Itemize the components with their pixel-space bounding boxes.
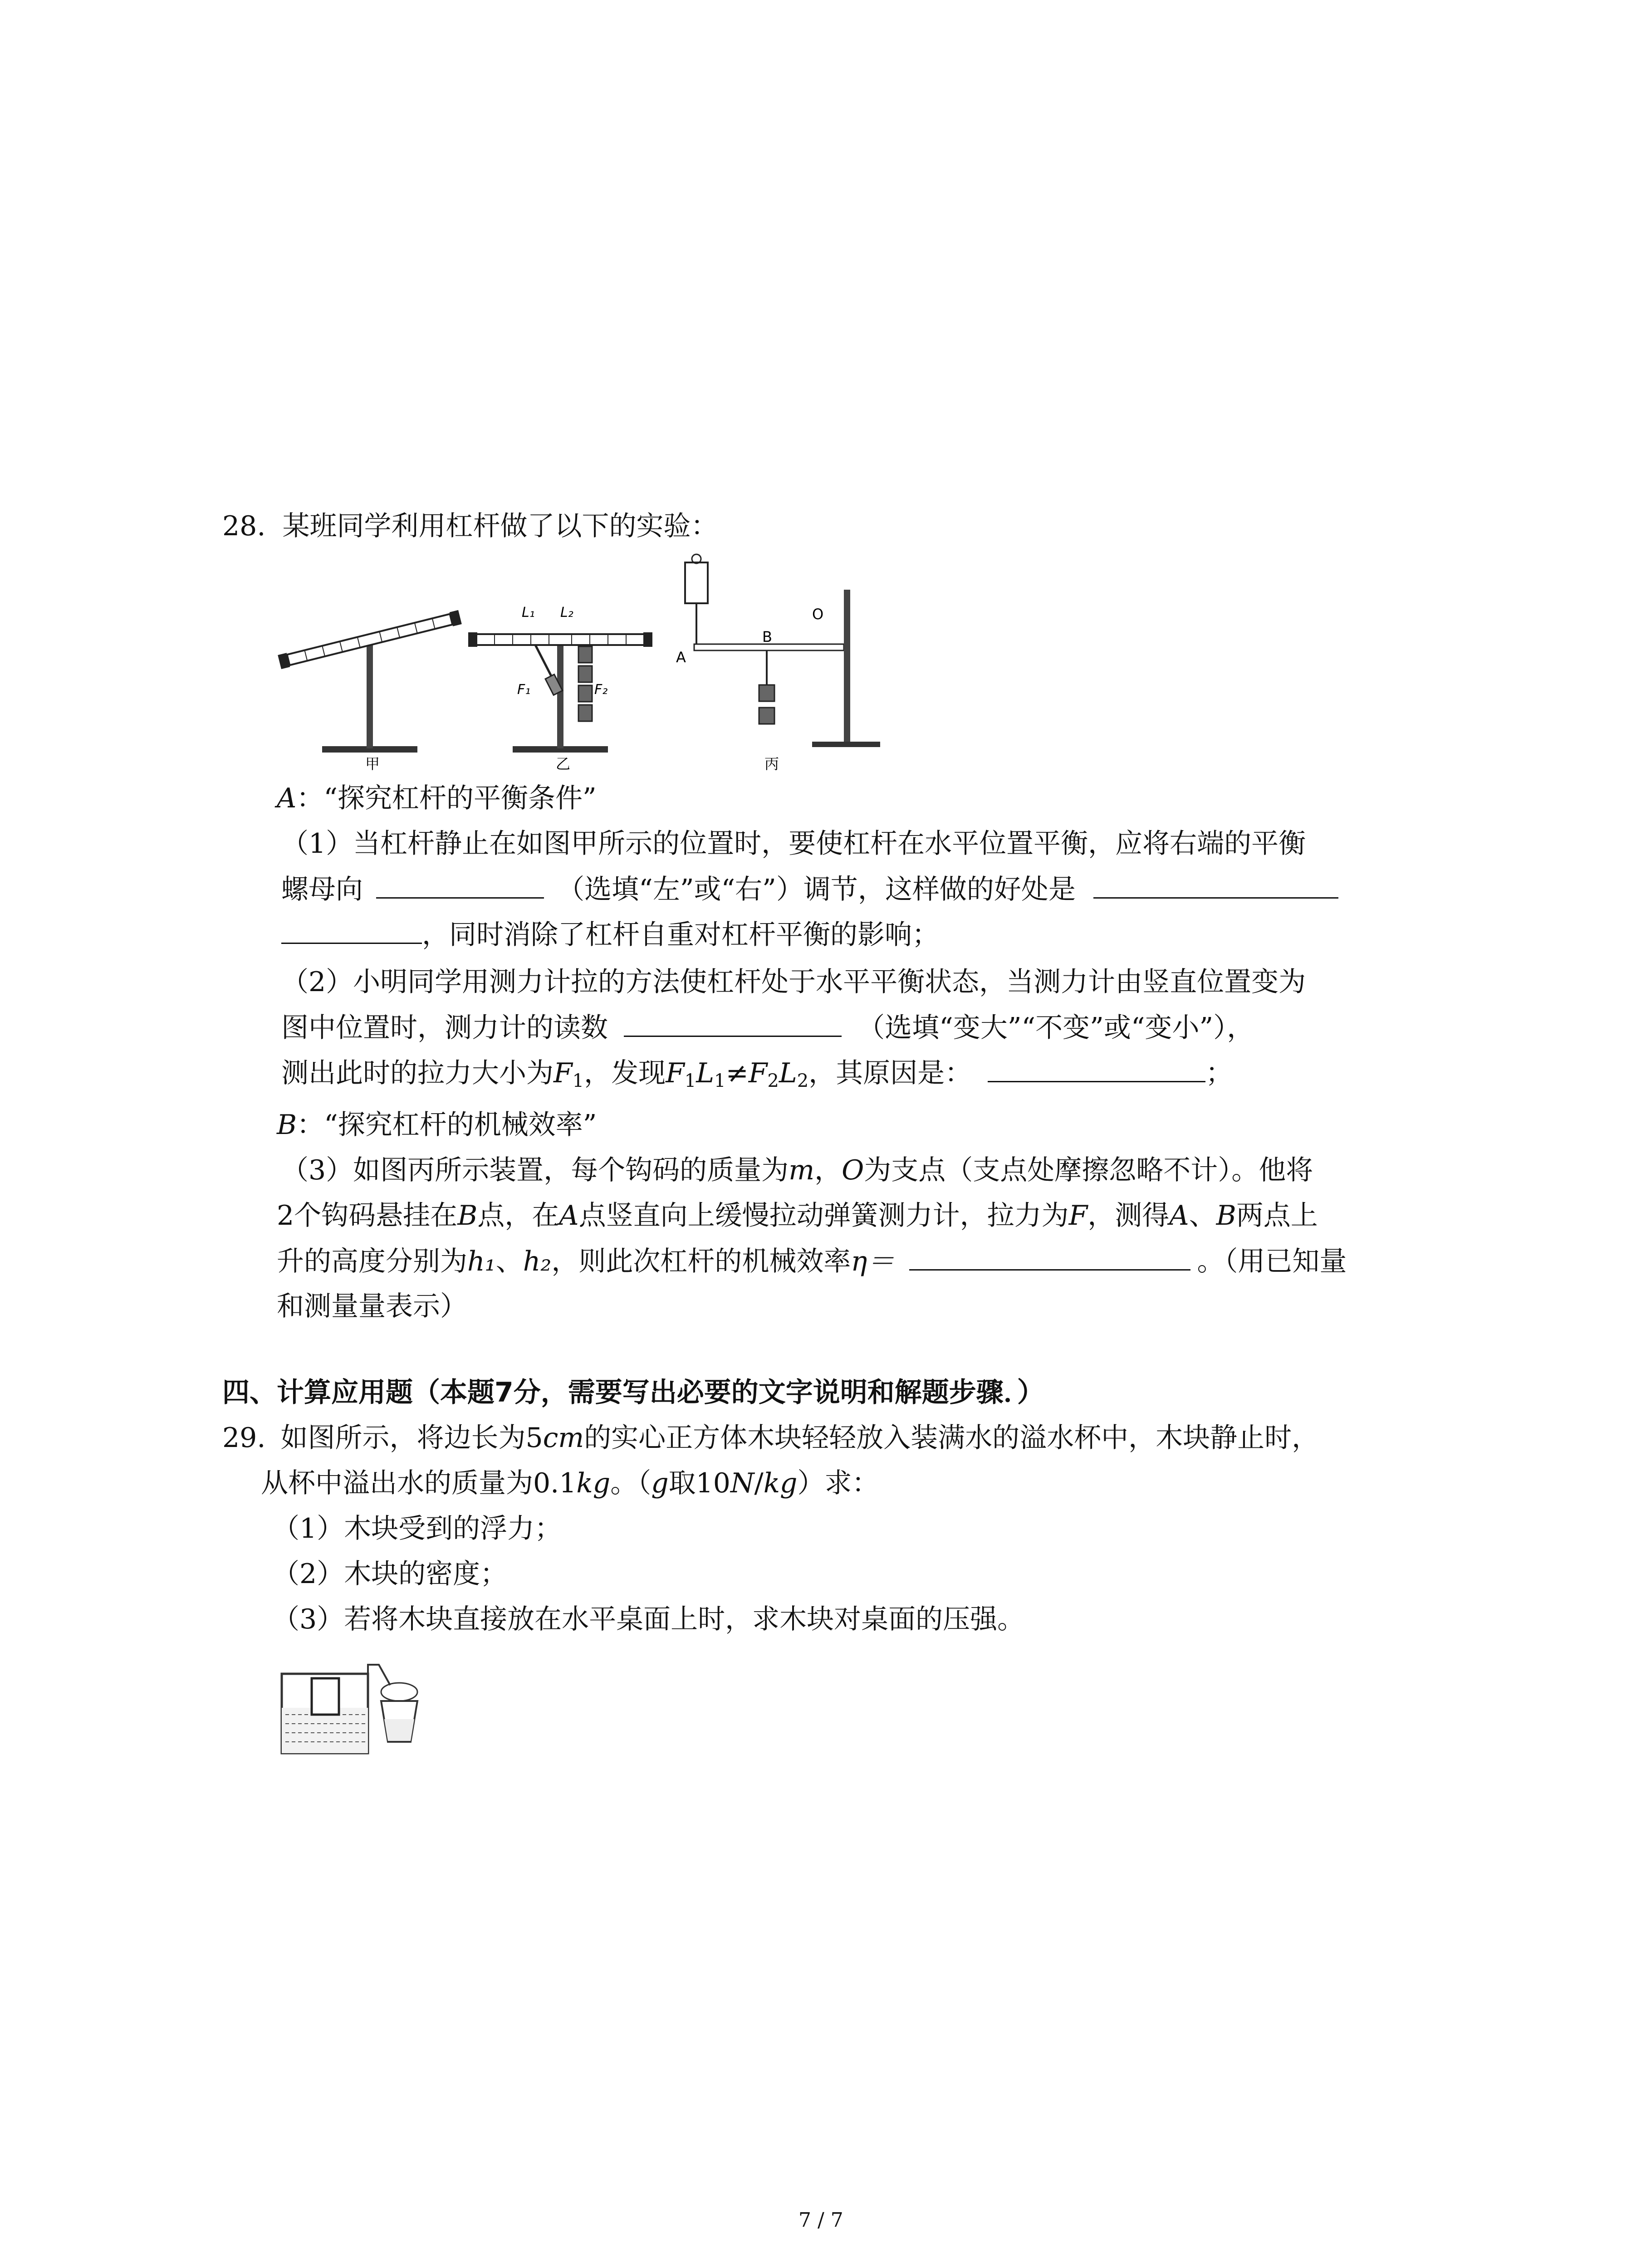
answer-blank-4[interactable] bbox=[988, 1055, 1205, 1082]
q29-number: 29. bbox=[222, 1422, 266, 1454]
svg-text:O: O bbox=[812, 606, 824, 623]
p3-line1-b: ， bbox=[814, 1154, 842, 1186]
section4-heading: 四、计算应用题（本题7分，需要写出必要的文字说明和解题步骤．） bbox=[222, 1377, 1044, 1408]
q28-header bbox=[222, 508, 718, 544]
p2-line2-b: （选填“变大”“不变”或“变小”）， bbox=[857, 1012, 1254, 1044]
partA-title: ：“探究杠杆的平衡条件” bbox=[296, 782, 597, 814]
q28-p1-line2 bbox=[281, 871, 1338, 908]
q28-figure-jia bbox=[272, 590, 467, 771]
q29-line1-a: 如图所示，将边长为5 bbox=[280, 1422, 543, 1454]
q28-p2-line2 bbox=[281, 1009, 1254, 1046]
p3-point-A2: A bbox=[1169, 1200, 1189, 1232]
q29-line1-b: 的实心正方体木块轻轻放入装满水的溢水杯中，木块静止时， bbox=[584, 1422, 1319, 1454]
answer-blank-2-cont[interactable] bbox=[281, 916, 422, 944]
p3-line2-d: ，测得 bbox=[1087, 1200, 1170, 1232]
p3-mass-m: m bbox=[789, 1154, 815, 1186]
p3-point-B2: B bbox=[1216, 1200, 1236, 1232]
q29-line2-b: 。（ bbox=[610, 1467, 652, 1499]
spring-scale-line bbox=[535, 645, 554, 680]
svg-text:L₁: L₁ bbox=[522, 605, 535, 621]
level-lever bbox=[476, 634, 644, 645]
svg-text:F₂: F₂ bbox=[594, 682, 608, 698]
answer-blank-3[interactable] bbox=[624, 1009, 842, 1037]
q29-unit-kg2: kg bbox=[763, 1467, 798, 1499]
partB-letter: B bbox=[277, 1109, 297, 1141]
p1-line2-a: 螺母向 bbox=[281, 874, 363, 905]
p3-line3-c: ，则此次杠杆的机械效率 bbox=[551, 1246, 851, 1277]
q29-sub1: （1）木块受到的浮力； bbox=[272, 1513, 562, 1545]
page-number: 7 / 7 bbox=[798, 2209, 843, 2232]
q29-line2 bbox=[261, 1465, 879, 1501]
hook-weight bbox=[578, 646, 592, 663]
p3-line2-a: 2个钩码悬挂在 bbox=[277, 1200, 458, 1232]
p3-line2-c: 点竖直向上缓慢拉动弹簧测力计，拉力为 bbox=[578, 1200, 1069, 1232]
p3-line1-c: 为支点（支点处摩擦忽略不计）。他将 bbox=[864, 1154, 1313, 1186]
q28-p1-line3 bbox=[281, 916, 939, 953]
p3-h1: h₁ bbox=[467, 1246, 496, 1277]
p2-line3-end: ； bbox=[1205, 1057, 1233, 1089]
q28-intro: 某班同学利用杠杆做了以下的实验： bbox=[282, 510, 718, 542]
q29-unit-cm: cm bbox=[543, 1422, 584, 1454]
p2-line3-c: ，其原因是： bbox=[808, 1057, 972, 1089]
p3-h2: h₂ bbox=[523, 1246, 552, 1277]
q29-slash: / bbox=[754, 1467, 764, 1499]
spout bbox=[368, 1665, 390, 1685]
q28-p2-line1: （2）小明同学用测力计拉的方法使杠杆处于水平平衡状态，当测力计由竖直位置变为 bbox=[281, 966, 1306, 998]
hook-weight-2 bbox=[759, 708, 774, 724]
p3-force-F: F bbox=[1068, 1200, 1088, 1232]
q29-figure-overflow-cup bbox=[279, 1660, 424, 1755]
p3-line2-b: 点，在 bbox=[477, 1200, 559, 1232]
q29-g: g bbox=[651, 1467, 669, 1499]
svg-text:L₂: L₂ bbox=[560, 605, 573, 621]
p3-eta: η＝ bbox=[851, 1246, 895, 1277]
svg-text:B: B bbox=[762, 628, 772, 645]
q29-sub2: （2）木块的密度； bbox=[272, 1558, 508, 1590]
p3-line1-a: （3）如图丙所示装置，每个钩码的质量为 bbox=[281, 1154, 789, 1186]
p2-line2-a: 图中位置时，测力计的读数 bbox=[281, 1012, 608, 1044]
answer-blank-5[interactable] bbox=[909, 1243, 1190, 1271]
p1-line3: ，同时消除了杠杆自重对杠杆平衡的影响； bbox=[422, 919, 939, 951]
q28-figure-yi bbox=[467, 590, 658, 771]
p2-line3-a: 测出此时的拉力大小为 bbox=[281, 1057, 554, 1089]
q28-p3-line1 bbox=[281, 1152, 1313, 1188]
q28-number: 28. bbox=[222, 510, 266, 542]
p3-line3-b: 、 bbox=[495, 1246, 523, 1277]
q28-p2-line3: 测出此时的拉力大小为$F_1$，发现$F_1L_1\ne F_2L_2$，其原因是： ； bbox=[281, 1055, 1233, 1099]
q28-partB-title bbox=[277, 1107, 597, 1143]
partA-letter: A bbox=[277, 782, 297, 814]
svg-text:乙: 乙 bbox=[556, 755, 571, 771]
q28-p3-line4: 和测量量表示） bbox=[277, 1290, 467, 1322]
answer-blank-1[interactable] bbox=[376, 871, 544, 899]
p2-line3-b: ，发现 bbox=[584, 1057, 666, 1089]
q29-unit-kg: kg bbox=[576, 1467, 611, 1499]
p3-line2-f: 两点上 bbox=[1236, 1200, 1318, 1232]
q29-line2-c: 取10 bbox=[668, 1467, 730, 1499]
svg-text:甲: 甲 bbox=[365, 755, 380, 771]
q28-p3-line2 bbox=[277, 1198, 1318, 1234]
spring-scale bbox=[685, 562, 708, 603]
p3-pivot-O: O bbox=[842, 1154, 864, 1186]
p3-point-B: B bbox=[457, 1200, 478, 1232]
q29-sub3: （3）若将木块直接放在水平桌面上时，求木块对桌面的压强。 bbox=[272, 1603, 1025, 1635]
svg-text:丙: 丙 bbox=[764, 755, 779, 771]
q28-p1-line1: （1）当杠杆静止在如图甲所示的位置时，要使杠杆在水平位置平衡，应将右端的平衡 bbox=[281, 828, 1306, 860]
q29-line2-d: ）求： bbox=[797, 1467, 879, 1499]
p3-line2-e: 、 bbox=[1189, 1200, 1216, 1232]
q28-figure-bing bbox=[676, 553, 889, 771]
p1-line2-b: （选填“左”或“右”）调节，这样做的好处是 bbox=[557, 874, 1076, 905]
svg-text:F₁: F₁ bbox=[517, 682, 531, 698]
p3-point-A: A bbox=[559, 1200, 579, 1232]
svg-text:A: A bbox=[676, 649, 686, 666]
answer-blank-2[interactable] bbox=[1093, 871, 1338, 899]
stand-pole bbox=[367, 640, 373, 748]
q28-partA-title bbox=[277, 780, 597, 816]
partB-title: ：“探究杠杆的机械效率” bbox=[297, 1109, 597, 1141]
q28-p3-line3 bbox=[277, 1243, 1347, 1280]
wood-block bbox=[312, 1678, 339, 1715]
q29-unit-N: N bbox=[730, 1467, 754, 1499]
hook-weight-1 bbox=[759, 685, 774, 701]
q29-line1 bbox=[222, 1420, 1319, 1456]
q29-line2-a: 从杯中溢出水的质量为0.1 bbox=[261, 1467, 577, 1499]
p3-line3-d: 。（用已知量 bbox=[1197, 1246, 1347, 1277]
p3-line3-a: 升的高度分别为 bbox=[277, 1246, 467, 1277]
